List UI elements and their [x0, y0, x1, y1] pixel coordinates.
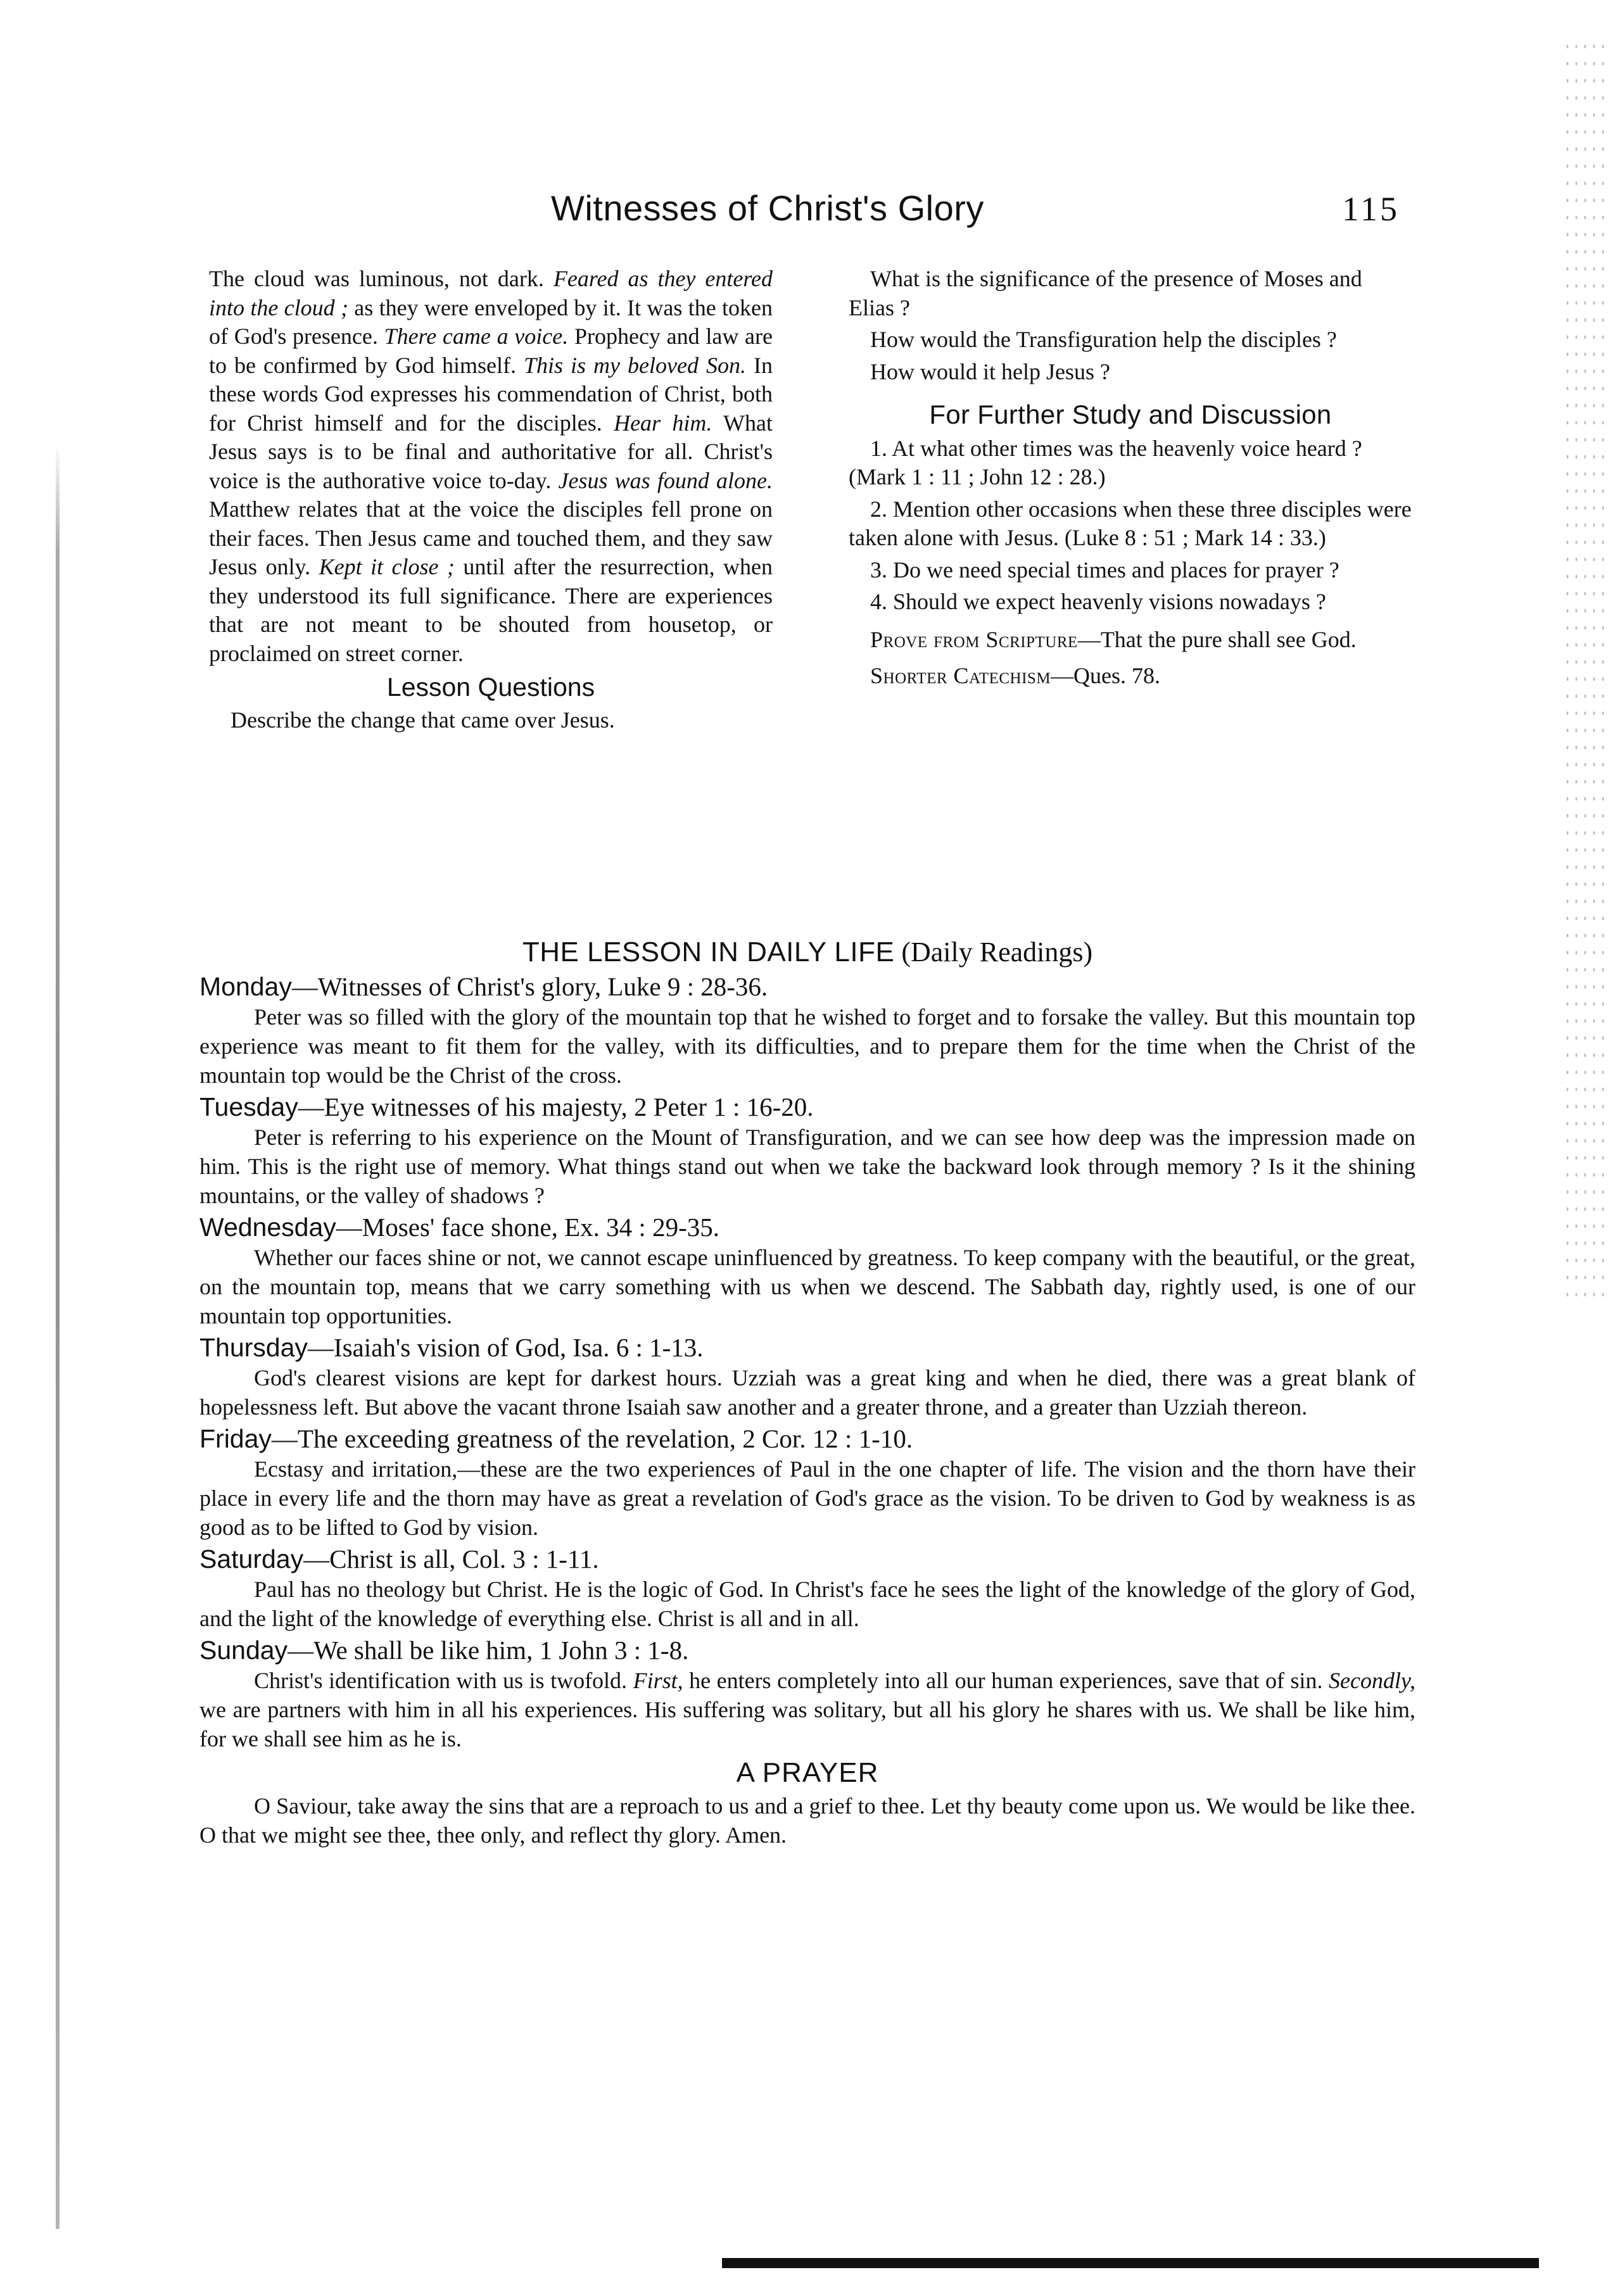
text-run: Christ's identification with us is twofold.: [254, 1668, 633, 1693]
day-reference: —Christ is all, Col. 3 : 1-11.: [303, 1544, 599, 1574]
day-reference: —Eye witnesses of his majesty, 2 Peter 1 : 16-20.: [298, 1092, 814, 1121]
page-number: 115: [1342, 190, 1400, 228]
running-title: Witnesses of Christ's Glory: [551, 188, 984, 228]
day-reading-tuesday: Peter is referring to his experience on the Mount of Transfiguration, and we can see how deep was the impression made on him. This is the right use of memory. What things stand out when we take the backward look through memory ? Is it the shining mountains, or the valley of shadows ?: [199, 1125, 1415, 1208]
italic-phrase: This is my beloved Son.: [523, 352, 746, 378]
text-run: as they were enveloped by it. It was the token of God's presence.: [209, 294, 773, 349]
two-column-body: [209, 265, 1412, 735]
italic-phrase: Secondly,: [1329, 1668, 1415, 1693]
day-reference: —Witnesses of Christ's glory, Luke 9 : 28-36.: [291, 972, 768, 1001]
shorter-catechism: [849, 662, 1412, 691]
italic-phrase: Kept it close ;: [319, 554, 455, 579]
day-reading-wednesday: Whether our faces shine or not, we cannot escape uninfluenced by greatness. To keep company with the beautiful, or the great, on the mountain top, means that we carry something with us when we descend. The Sabbath day, rightly used, is one of our mountain top opportunities.: [199, 1245, 1415, 1328]
daily-readings-heading: [199, 936, 1415, 968]
prove-text: —That the pure shall see God.: [1077, 626, 1357, 652]
catechism-text: —Ques. 78.: [1051, 663, 1161, 688]
study-item: 3. Do we need special times and places for prayer ?: [870, 557, 1339, 583]
scan-margin-shadow: [56, 443, 60, 2229]
prayer-heading: A PRAYER: [736, 1757, 879, 1788]
day-name: Friday: [199, 1424, 272, 1453]
prove-from-scripture: [849, 626, 1412, 655]
day-name: Monday: [199, 972, 292, 1001]
scan-edge-speckle: [1563, 38, 1607, 1304]
day-name: Wednesday: [199, 1213, 336, 1242]
text-run: we are partners with him in all his experiences. His suffering was solitary, but all his glory he shares with us. We shall be like him, for we shall see him as he is.: [199, 1697, 1415, 1751]
commentary-paragraph: [209, 265, 773, 668]
day-heading-sunday: [199, 1634, 1415, 1666]
text-run: Matthew relates that at the voice the disciples fell prone on their faces. Then Jesus came and touched them, and they saw Jesus only.: [209, 496, 773, 579]
lesson-question: Describe the change that came over Jesus.: [231, 707, 615, 733]
day-heading-saturday: [199, 1543, 1415, 1575]
right-column: [849, 265, 1412, 735]
daily-readings-section: [199, 936, 1415, 1850]
day-reading-saturday: Paul has no theology but Christ. He is the logic of God. In Christ's face he sees the light of the knowledge of the glory of God, and the light of the knowledge of everything else. Christ is all and in all.: [199, 1577, 1415, 1631]
prayer-text: O Saviour, take away the sins that are a reproach to us and a grief to thee. Let thy beauty come upon us. We would be like thee. O that we might see thee, thee only, and reflect thy glory. Amen.: [199, 1793, 1415, 1848]
text-run: In these words God expresses his commendation of Christ, both for Christ himself and for the disciples.: [209, 352, 773, 436]
day-reading-monday: Peter was so filled with the glory of the mountain top that he wished to forget and to forsake the valley. But this mountain top experience was meant to fit them for the valley, with its difficulties, and to prepare them for the time when the Christ of the mountain top would be the Christ of the cross.: [199, 1004, 1415, 1088]
day-reference: —We shall be like him, 1 John 3 : 1-8.: [288, 1636, 689, 1665]
text-run: Prophecy and law are to be confirmed by God himself.: [209, 324, 773, 378]
running-head: [190, 187, 1400, 229]
italic-phrase: Jesus was found alone.: [558, 467, 773, 493]
day-name: Thursday: [199, 1333, 308, 1362]
day-name: Tuesday: [199, 1092, 298, 1121]
day-heading-thursday: [199, 1332, 1415, 1363]
study-item: 2. Mention other occasions when these three disciples were taken alone with Jesus. (Luke 8 : 51 ; Mark 14 : 33.): [849, 496, 1412, 550]
study-item: 1. At what other times was the heavenly voice heard ? (Mark 1 : 11 ; John 12 : 28.): [849, 435, 1362, 489]
italic-phrase: Hear him.: [614, 410, 712, 436]
day-name: Saturday: [199, 1544, 304, 1574]
lesson-question: How would the Transfiguration help the disciples ?: [870, 327, 1337, 352]
day-reference: —The exceeding greatness of the revelation, 2 Cor. 12 : 1-10.: [271, 1424, 913, 1453]
italic-phrase: There came a voice.: [384, 324, 569, 349]
catechism-label: Shorter Catechism: [870, 663, 1051, 688]
lesson-question: What is the significance of the presence of Moses and Elias ?: [849, 266, 1362, 320]
day-reading-thursday: God's clearest visions are kept for darkest hours. Uzziah was a great king and when he died, there was a great blank of hopelessness left. But above the vacant throne Isaiah saw another and a greater throne, and a greater than Uzziah thereon.: [199, 1365, 1415, 1420]
daily-heading-main: THE LESSON IN DAILY LIFE: [522, 937, 895, 968]
day-reference: —Moses' face shone, Ex. 34 : 29-35.: [336, 1213, 719, 1242]
day-heading-monday: [199, 971, 1415, 1002]
further-study-heading: For Further Study and Discussion: [929, 400, 1332, 429]
day-name: Sunday: [199, 1636, 288, 1665]
study-item: 4. Should we expect heavenly visions nowadays ?: [870, 589, 1326, 614]
day-heading-tuesday: [199, 1091, 1415, 1123]
text-run: The cloud was luminous, not dark.: [209, 266, 554, 291]
day-heading-friday: [199, 1423, 1415, 1454]
lesson-questions-heading: Lesson Questions: [386, 672, 595, 702]
left-column: [209, 265, 773, 735]
text-run: What Jesus says is to be final and authoritative for all. Christ's voice is the authorative voice to-day.: [209, 410, 773, 493]
day-heading-wednesday: [199, 1211, 1415, 1243]
prove-label: Prove from Scripture: [870, 626, 1078, 652]
scan-bottom-rule: [722, 2258, 1539, 2268]
daily-heading-sub: (Daily Readings): [894, 937, 1093, 968]
day-reading-sunday: [199, 1666, 1415, 1753]
lesson-question: How would it help Jesus ?: [870, 358, 1110, 384]
text-run: he enters completely into all our human experiences, save that of sin.: [683, 1668, 1329, 1693]
italic-phrase: First,: [633, 1668, 683, 1693]
italic-phrase: Feared as they entered into the cloud ;: [209, 266, 773, 320]
day-reading-friday: Ecstasy and irritation,—these are the two experiences of Paul in the one chapter of life. The vision and the thorn have their place in every life and the thorn may have as great a revelation of God's grace as the vision. To be driven to God by weakness is as good as to be lifted to God by vision.: [199, 1456, 1415, 1540]
day-reference: —Isaiah's vision of God, Isa. 6 : 1-13.: [307, 1333, 704, 1362]
text-run: until after the resurrection, when they understood its full significance. There are experiences that are not meant to be shouted from housetop, or proclaimed on street corner.: [209, 554, 773, 666]
